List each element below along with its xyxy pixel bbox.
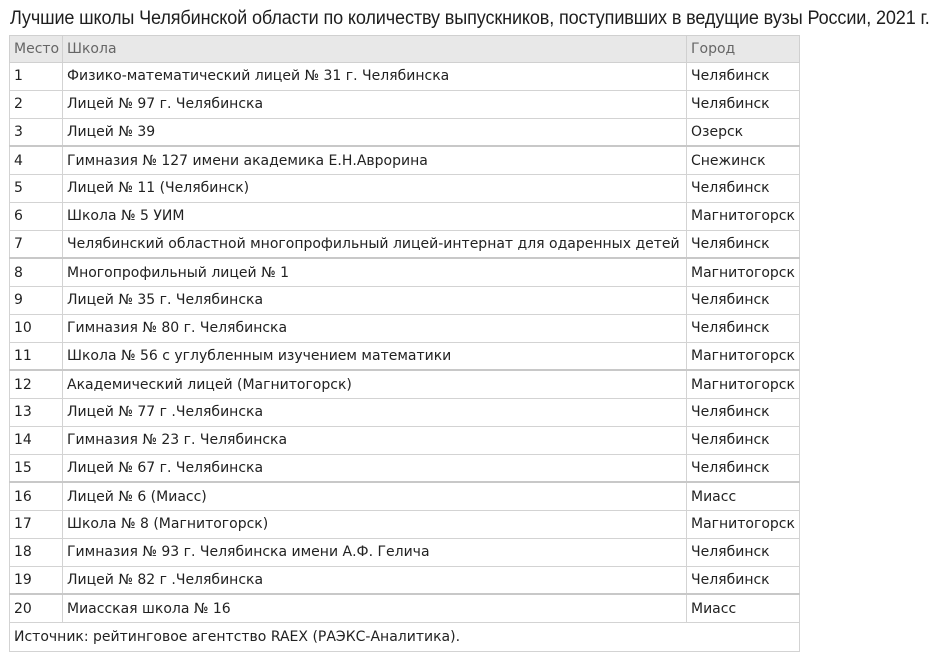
cell-city: Челябинск <box>687 230 800 258</box>
cell-place: 10 <box>10 314 63 342</box>
cell-city: Магнитогорск <box>687 370 800 398</box>
cell-school: Школа № 5 УИМ <box>63 202 687 230</box>
cell-city: Челябинск <box>687 175 800 203</box>
table-row <box>10 426 800 454</box>
cell-place: 19 <box>10 566 63 594</box>
cell-city: Миасс <box>687 482 800 510</box>
source-note: Источник: рейтинговое агентство RAEX (РАЭКС-Аналитика). <box>10 623 800 652</box>
cell-school: Многопрофильный лицей № 1 <box>63 258 687 286</box>
cell-school: Лицей № 11 (Челябинск) <box>63 175 687 203</box>
table-header-row <box>10 36 800 63</box>
cell-school: Гимназия № 80 г. Челябинска <box>63 314 687 342</box>
cell-school: Лицей № 35 г. Челябинска <box>63 287 687 315</box>
cell-school: Гимназия № 127 имени академика Е.Н.Аврорина <box>63 146 687 174</box>
table-row <box>10 538 800 566</box>
cell-school: Лицей № 6 (Миасс) <box>63 482 687 510</box>
table-row <box>10 90 800 118</box>
table-row <box>10 258 800 286</box>
table-row <box>10 314 800 342</box>
cell-school: Лицей № 97 г. Челябинска <box>63 90 687 118</box>
cell-place: 11 <box>10 342 63 370</box>
table-row <box>10 202 800 230</box>
source-row <box>10 623 800 652</box>
cell-school: Челябинский областной многопрофильный лицей-интернат для одаренных детей <box>63 230 687 258</box>
table-row <box>10 454 800 482</box>
column-header-city: Город <box>687 36 800 63</box>
schools-ranking-table <box>9 35 800 652</box>
table-row <box>10 342 800 370</box>
cell-place: 14 <box>10 426 63 454</box>
cell-place: 12 <box>10 370 63 398</box>
table-row <box>10 482 800 510</box>
cell-city: Магнитогорск <box>687 511 800 539</box>
cell-school: Миасская школа № 16 <box>63 594 687 622</box>
cell-city: Озерск <box>687 118 800 146</box>
cell-school: Школа № 8 (Магнитогорск) <box>63 511 687 539</box>
cell-city: Магнитогорск <box>687 342 800 370</box>
page-title: Лучшие школы Челябинской области по количеству выпускников, поступивших в ведущие вузы России, 2021 г. <box>10 7 930 29</box>
cell-school: Физико-математический лицей № 31 г. Челябинска <box>63 63 687 91</box>
cell-place: 5 <box>10 175 63 203</box>
table-row <box>10 370 800 398</box>
cell-city: Челябинск <box>687 63 800 91</box>
cell-place: 20 <box>10 594 63 622</box>
cell-place: 15 <box>10 454 63 482</box>
table-row <box>10 594 800 622</box>
cell-school: Лицей № 77 г .Челябинска <box>63 399 687 427</box>
table-row <box>10 146 800 174</box>
cell-school: Академический лицей (Магнитогорск) <box>63 370 687 398</box>
cell-city: Челябинск <box>687 314 800 342</box>
cell-school: Школа № 56 с углубленным изучением математики <box>63 342 687 370</box>
table-body <box>10 63 800 652</box>
cell-school: Лицей № 67 г. Челябинска <box>63 454 687 482</box>
cell-place: 18 <box>10 538 63 566</box>
cell-place: 7 <box>10 230 63 258</box>
cell-city: Челябинск <box>687 538 800 566</box>
cell-place: 9 <box>10 287 63 315</box>
table-row <box>10 63 800 91</box>
cell-city: Челябинск <box>687 90 800 118</box>
cell-place: 1 <box>10 63 63 91</box>
cell-city: Миасс <box>687 594 800 622</box>
cell-place: 8 <box>10 258 63 286</box>
cell-place: 3 <box>10 118 63 146</box>
table-row <box>10 175 800 203</box>
cell-city: Снежинск <box>687 146 800 174</box>
table-row <box>10 566 800 594</box>
cell-school: Гимназия № 23 г. Челябинска <box>63 426 687 454</box>
table-row <box>10 230 800 258</box>
cell-city: Челябинск <box>687 399 800 427</box>
cell-place: 16 <box>10 482 63 510</box>
cell-place: 13 <box>10 399 63 427</box>
column-header-place: Место <box>10 36 63 63</box>
cell-place: 2 <box>10 90 63 118</box>
cell-city: Челябинск <box>687 287 800 315</box>
cell-city: Челябинск <box>687 426 800 454</box>
table-row <box>10 118 800 146</box>
cell-city: Магнитогорск <box>687 202 800 230</box>
cell-city: Магнитогорск <box>687 258 800 286</box>
cell-place: 17 <box>10 511 63 539</box>
cell-city: Челябинск <box>687 566 800 594</box>
column-header-school: Школа <box>63 36 687 63</box>
table-row <box>10 511 800 539</box>
cell-school: Гимназия № 93 г. Челябинска имени А.Ф. Гелича <box>63 538 687 566</box>
cell-place: 4 <box>10 146 63 174</box>
cell-school: Лицей № 39 <box>63 118 687 146</box>
table-row <box>10 399 800 427</box>
table-row <box>10 287 800 315</box>
cell-city: Челябинск <box>687 454 800 482</box>
cell-school: Лицей № 82 г .Челябинска <box>63 566 687 594</box>
cell-place: 6 <box>10 202 63 230</box>
